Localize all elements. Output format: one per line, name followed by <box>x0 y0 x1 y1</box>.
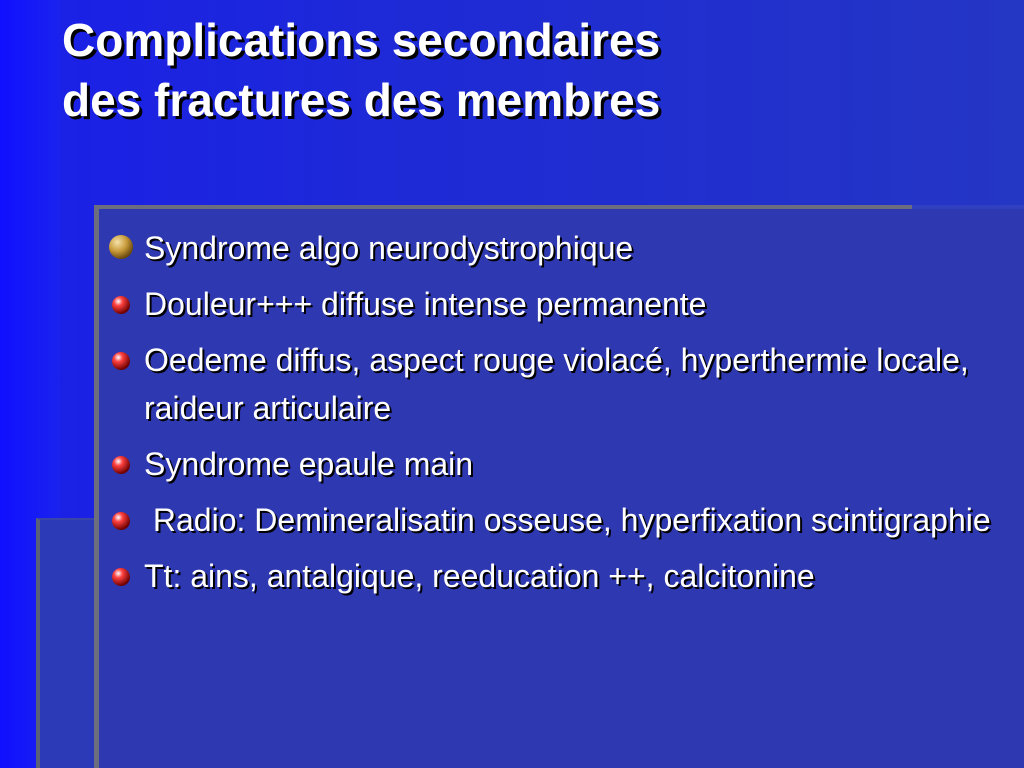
bullet-item <box>104 334 1004 434</box>
gold-sphere-bullet-icon <box>108 234 134 260</box>
bullet-text: Oedeme diffus, aspect rouge violacé, hyperthermie locale, raideur articulaire <box>144 342 969 426</box>
bullet-list <box>104 222 1004 606</box>
bullet-item <box>104 494 1004 546</box>
red-sphere-bullet-icon <box>110 510 132 532</box>
bullet-text: Radio: Demineralisatin osseuse, hyperfixation scintigraphie <box>144 502 991 538</box>
bullet-item <box>104 222 1004 274</box>
bullet-text: Tt: ains, antalgique, reeducation ++, calcitonine <box>144 558 815 594</box>
panel-top-edge <box>912 205 1024 209</box>
slide-title <box>62 10 1002 130</box>
bullet-text: Syndrome algo neurodystrophique <box>144 230 634 266</box>
bullet-item <box>104 550 1004 602</box>
bullet-item <box>104 438 1004 490</box>
red-sphere-bullet-icon <box>110 566 132 588</box>
red-sphere-bullet-icon <box>110 350 132 372</box>
title-line-2: des fractures des membres <box>62 74 661 126</box>
red-sphere-bullet-icon <box>110 454 132 476</box>
bullet-text: Syndrome epaule main <box>144 446 474 482</box>
title-line-1: Complications secondaires <box>62 14 661 66</box>
bullet-item <box>104 278 1004 330</box>
red-sphere-bullet-icon <box>110 294 132 316</box>
bullet-text: Douleur+++ diffuse intense permanente <box>144 286 707 322</box>
